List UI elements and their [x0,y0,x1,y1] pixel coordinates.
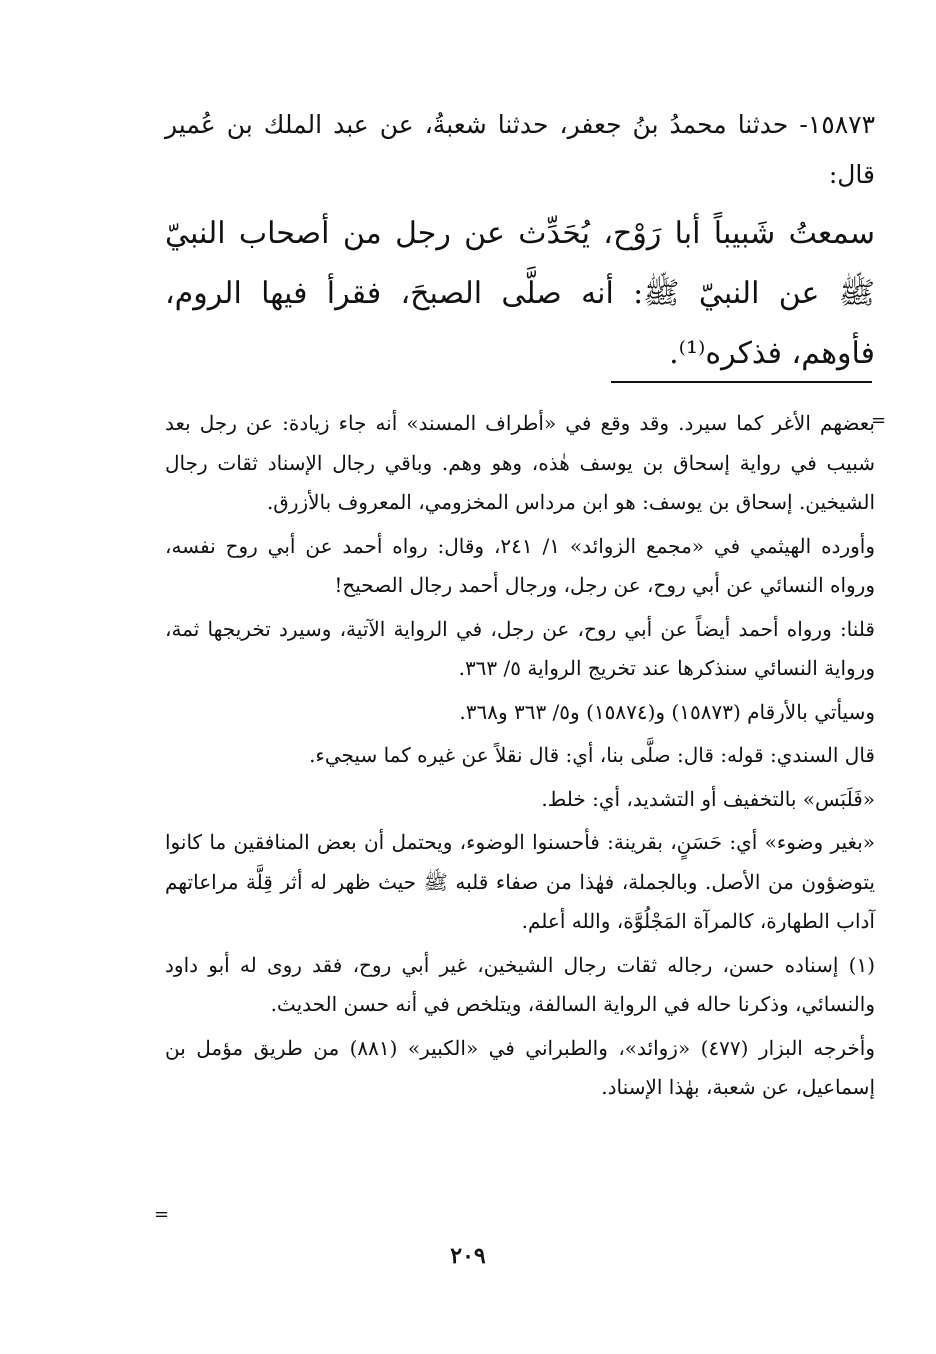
footnote-paragraph: وسيأتي بالأرقام (١٥٨٧٣) و(١٥٨٧٤) و٥/ ٣٦٣ و٣٦٨. [459,699,875,724]
hadith-matn: سمعتُ شَبيباً أبا رَوْح، يُحَدِّث عن رجل من أصحاب النبيّ ﷺ عن النبيّ ﷺ: أنه صلَّى الصبحَ، فقرأ فيها الروم، فأوهم، فذكره⁽¹⁾. [165,216,875,371]
footnote-paragraph: بعضهم الأغر كما سيرد. وقد وقع في «أطراف المسند» أنه جاء زيادة: عن رجل بعد شبيب في رواية إسحاق بن يوسف هٰذه، وهو وهم. وباقي رجال الإسناد ثقات رجال الشيخين. إسحاق بن يوسف: هو ابن مرداس المخزومي، المعروف بالأزرق. [165,411,875,514]
footnote-paragraph: (١) إسناده حسن، رجاله ثقات رجال الشيخين، غير أبي روح، فقد روى له أبو داود والنسائي، وذكرنا حاله في الرواية السالفة، ويتلخص في أنه حسن الحديث. [165,952,875,1016]
footnote-separator [611,381,872,383]
footnote-continuation-mark: = [871,410,887,431]
footnote-paragraph: قلنا: ورواه أحمد أيضاً عن أبي روح، عن رجل، في الرواية الآتية، وسيرد تخريجها ثمة، ورواية النسائي سنذكرها عند تخريج الرواية ٥/ ٣٦٣. [165,616,875,680]
hadith-block [165,100,875,384]
footnote-paragraph: وأورده الهيثمي في «مجمع الزوائد» ١/ ٢٤١، وقال: رواه أحمد عن أبي روح نفسه، ورواه النسائي عن أبي روح، عن رجل، ورجال أحمد رجال الصحيح! [165,533,875,597]
page-number: ٢٠٩ [450,1243,486,1269]
footnote-paragraph: وأخرجه البزار (٤٧٧) «زوائد»، والطبراني في «الكبير» (٨٨١) من طريق مؤمل بن إسماعيل، عن شعبة، بهٰذا الإسناد. [165,1035,875,1099]
hadith-isnad: ١٥٨٧٣- حدثنا محمدُ بنُ جعفر، حدثنا شعبةُ، عن عبد الملك بن عُمير قال: [165,110,875,189]
footnote-paragraph: «فَلَبَس» بالتخفيف أو التشديد، أي: خلط. [541,786,875,811]
footnote-paragraph: «بغير وضوء» أي: حَسَنٍ، بقرينة: فأحسنوا الوضوء، ويحتمل أن بعض المنافقين ما كانوا يتوضؤون من الأصل. وبالجملة، فهٰذا من صفاء قلبه ﷺ حيث ظهر له أثر قِلَّة مراعاتهم آداب الطهارة، كالمرآة المَجْلُوَّة، والله أعلم. [165,830,875,933]
footnote-end-mark: = [154,1204,170,1225]
footnote-paragraph: قال السندي: قوله: قال: صلَّى بنا، أي: قال نقلاً عن غيره كما سيجيء. [309,743,875,767]
footnotes [165,404,875,1112]
